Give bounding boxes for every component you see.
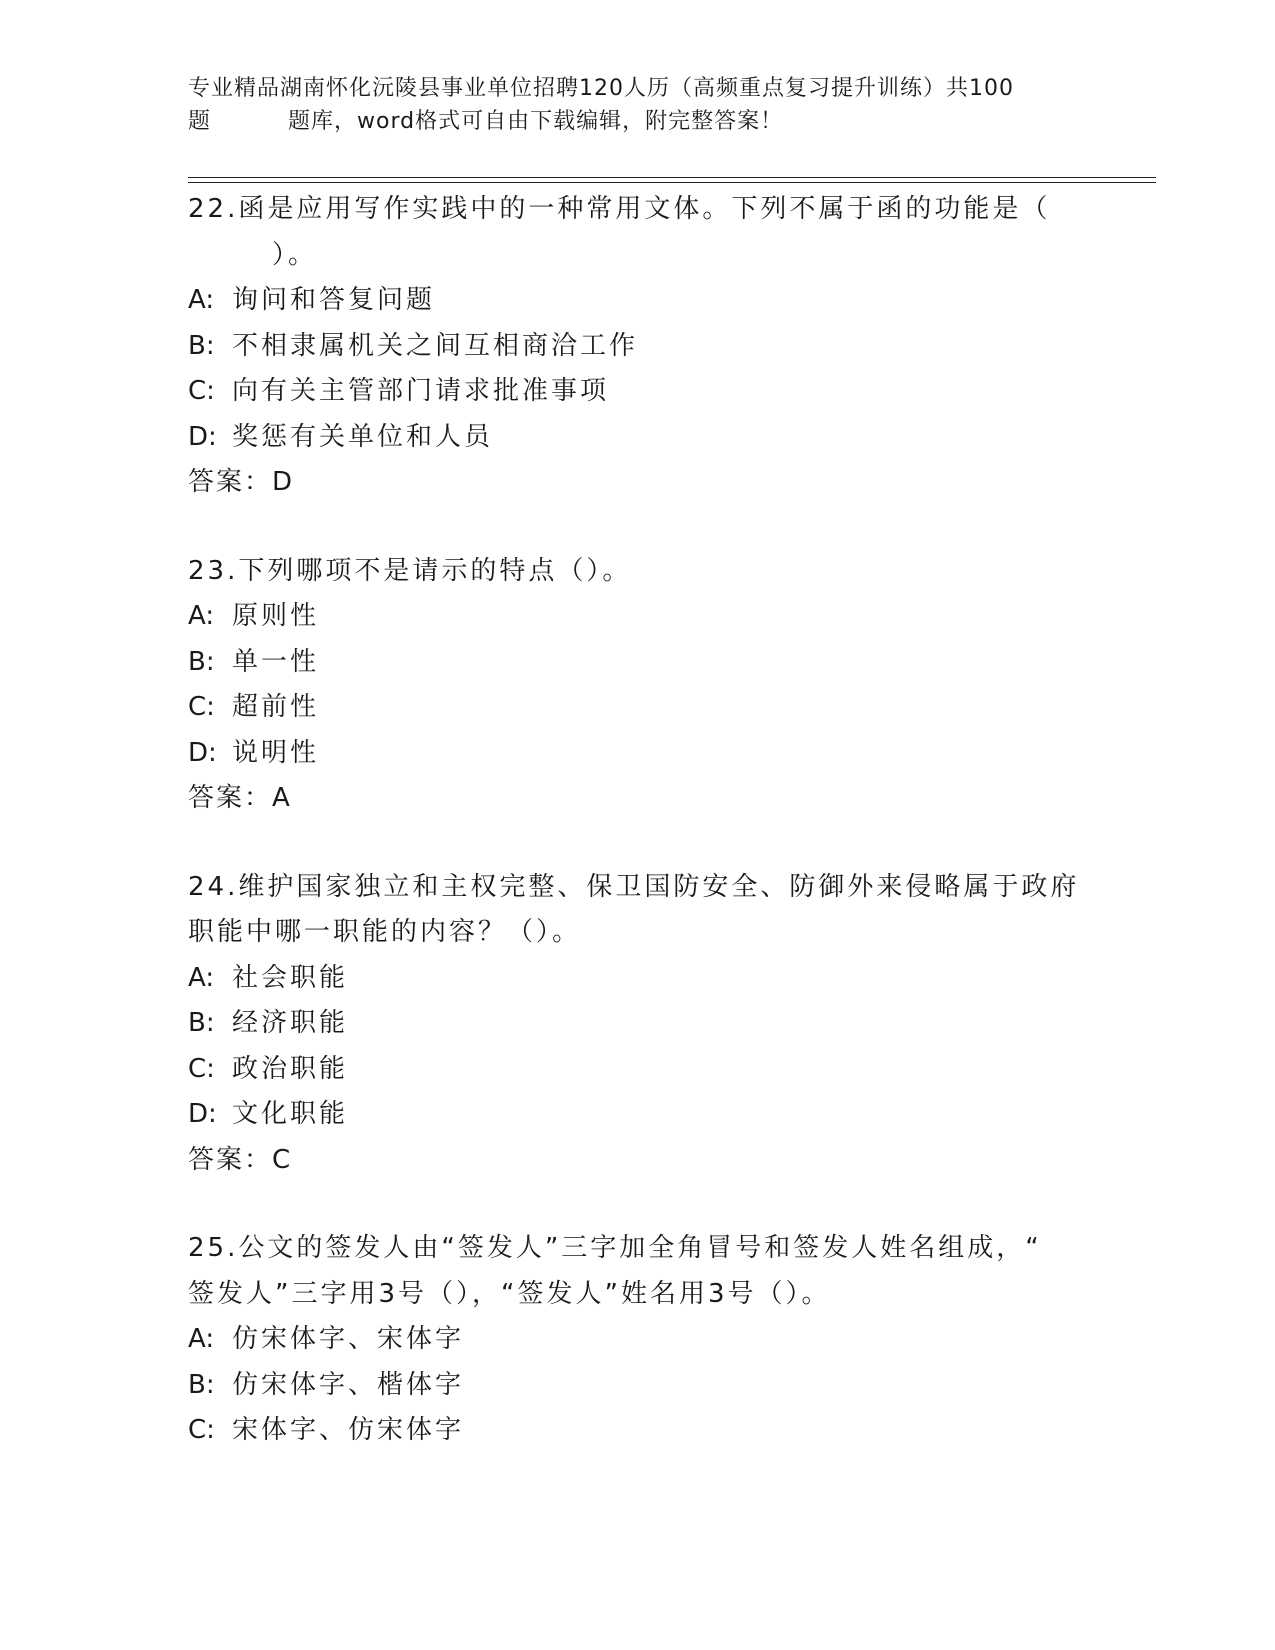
option-key: D: [188, 1099, 217, 1129]
option-key: C: [188, 692, 215, 722]
option-key: C: [188, 1053, 215, 1084]
option-key: C: [188, 376, 215, 406]
option-key: C: [188, 1415, 215, 1445]
question-stem-continuation: ）。 [272, 239, 318, 270]
header-subtitle-line [188, 105, 1088, 138]
question-stem: 24.维护国家独立和主权完整、保卫国防安全、防御外来侵略属于政府 [188, 871, 1080, 902]
header-divider-top [188, 177, 1156, 178]
question-list [188, 187, 1088, 1497]
option-b [188, 1363, 1088, 1409]
option-c [188, 685, 1088, 731]
question-stem: 23.下列哪项不是请示的特点（）。 [188, 555, 632, 586]
answer-line [188, 460, 1088, 506]
option-a [188, 956, 1088, 1002]
answer-label: 答案： [188, 1144, 273, 1175]
option-key: A: [188, 601, 215, 631]
option-key: B: [188, 330, 215, 361]
option-a [188, 594, 1088, 640]
option-text: 奖惩有关单位和人员 [232, 421, 494, 452]
answer-label: 答案： [188, 467, 273, 497]
question-24 [188, 865, 1088, 1184]
option-text: 询问和答复问题 [232, 285, 436, 315]
option-text: 宋体字、仿宋体字 [232, 1415, 465, 1445]
question-stem-line-2: 签发人”三字用3号（），“签发人”姓名用3号（）。 [188, 1278, 831, 1309]
option-key: B: [188, 1008, 215, 1038]
header-divider-bottom [188, 182, 1156, 183]
question-25 [188, 1226, 1088, 1454]
option-text: 原则性 [232, 601, 320, 631]
option-b [188, 1001, 1088, 1047]
option-text: 超前性 [232, 692, 320, 722]
option-c [188, 1408, 1088, 1454]
option-text: 仿宋体字、楷体字 [232, 1369, 465, 1400]
option-text: 经济职能 [232, 1008, 349, 1038]
option-text: 向有关主管部门请求批准事项 [232, 376, 610, 406]
option-key: D: [188, 737, 217, 768]
header-subtitle-text: 题库，word格式可自由下载编辑，附完整答案！ [288, 109, 784, 134]
option-key: B: [188, 1369, 215, 1400]
answer-line [188, 776, 1088, 822]
answer-value: D [272, 467, 294, 497]
option-a [188, 1317, 1088, 1363]
header-subtitle-lead: 题 [188, 109, 212, 134]
answer-value: A [272, 783, 291, 813]
option-c [188, 1047, 1088, 1093]
option-text: 不相隶属机关之间互相商洽工作 [232, 330, 639, 361]
question-stem: 25.公文的签发人由“签发人”三字加全角冒号和签发人姓名组成，“ [188, 1233, 1042, 1263]
option-text: 仿宋体字、宋体字 [232, 1324, 465, 1354]
option-text: 说明性 [232, 737, 320, 768]
answer-value: C [272, 1144, 292, 1175]
question-23 [188, 549, 1088, 822]
question-22 [188, 187, 1088, 506]
option-text: 社会职能 [232, 962, 349, 993]
answer-line [188, 1138, 1088, 1184]
question-stem: 22.函是应用写作实践中的一种常用文体。下列不属于函的功能是（ [188, 194, 1051, 224]
question-stem-line-2: 职能中哪一职能的内容？（）。 [188, 917, 582, 947]
option-text: 政治职能 [232, 1053, 349, 1084]
option-b [188, 324, 1088, 370]
option-key: B: [188, 646, 215, 677]
header-title-line: 专业精品湖南怀化沅陵县事业单位招聘120人历（高频重点复习提升训练）共100 [188, 76, 1014, 101]
option-a [188, 278, 1088, 324]
option-c [188, 369, 1088, 415]
answer-label: 答案： [188, 783, 273, 813]
option-text: 文化职能 [232, 1099, 349, 1129]
option-text: 单一性 [232, 646, 320, 677]
option-key: A: [188, 285, 215, 315]
option-key: A: [188, 962, 215, 993]
option-d [188, 731, 1088, 777]
option-key: A: [188, 1324, 215, 1354]
option-d [188, 415, 1088, 461]
option-b [188, 640, 1088, 686]
option-key: D: [188, 421, 217, 452]
document-header [188, 72, 1088, 138]
option-d [188, 1092, 1088, 1138]
